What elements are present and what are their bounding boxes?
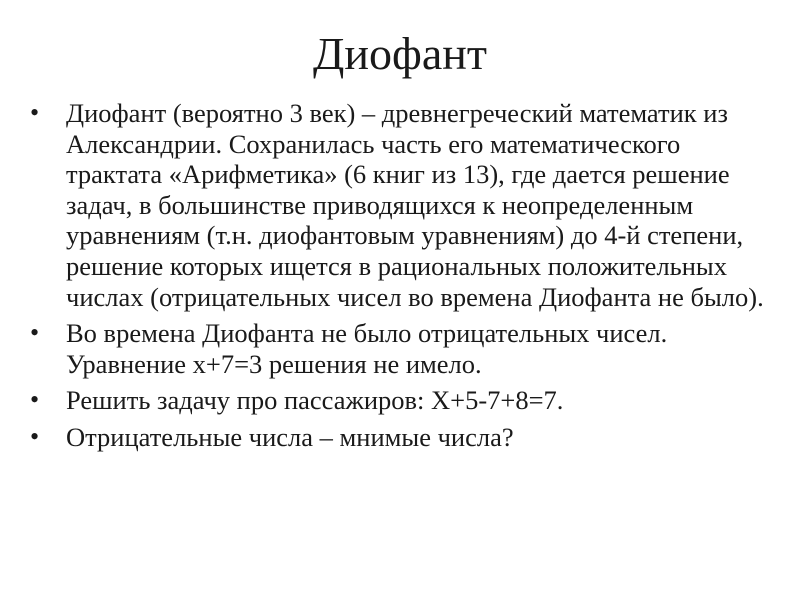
slide-title: Диофант xyxy=(313,28,487,79)
bullet-item-imaginary-question xyxy=(28,422,768,453)
bullet-text: Решить задачу про пассажиров: Х+5-7+8=7. xyxy=(66,385,564,416)
bullet-text: Диофант (вероятно 3 век) – древнегреческий математик из Александрии. Сохранилась часть его математического трактата «Арифметика» (6 книг из 13), где дается решение задач, в большинстве приводящихся к неопределенным уравнениям (т.н. диофантовым уравнениям) до 4-й степени, решение которых ищется в рациональных положительных числах (отрицательных чисел во времена Диофанта не было). xyxy=(66,98,764,312)
bullet-marker-icon: • xyxy=(30,385,40,415)
bullet-marker-icon: • xyxy=(30,98,40,127)
bullet-list xyxy=(28,98,768,459)
bullet-item-history xyxy=(28,98,768,312)
bullet-item-passengers-task xyxy=(28,385,768,416)
bullet-marker-icon: • xyxy=(30,318,40,348)
bullet-text: Во времена Диофанта не было отрицательных чисел. Уравнение х+7=3 решения не имело. xyxy=(66,318,668,379)
bullet-text: Отрицательные числа – мнимые числа? xyxy=(66,421,514,452)
bullet-item-negative-numbers xyxy=(28,318,768,379)
bullet-marker-icon: • xyxy=(30,421,40,451)
